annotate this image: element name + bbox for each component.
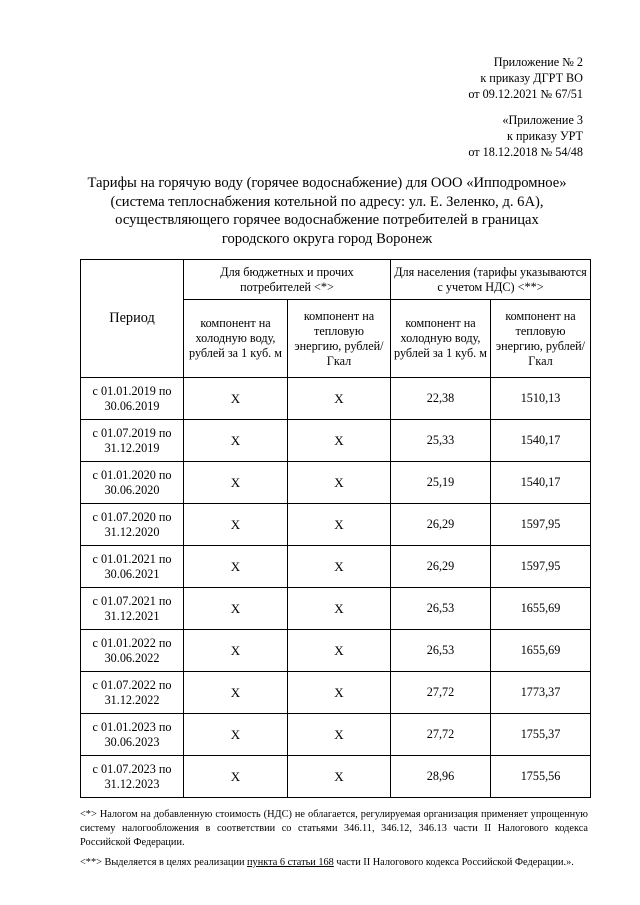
appendix-header-new	[468, 54, 583, 102]
document-title	[60, 174, 594, 248]
table-row	[81, 504, 591, 546]
period-cell: с 01.07.2022 по 31.12.2022	[81, 672, 184, 714]
title-line: Тарифы на горячую воду (горячее водоснабжение) для ООО «Ипподромное»	[87, 175, 567, 191]
title-line: городского округа город Воронеж	[221, 230, 433, 247]
budget-cold-water-cell: Х	[184, 504, 288, 546]
population-heat-energy-cell: 1540,17	[491, 420, 591, 462]
budget-heat-energy-cell: Х	[288, 588, 391, 630]
title-line: осуществляющего горячее водоснабжение потребителей в границах	[115, 212, 539, 228]
table-row	[81, 546, 591, 588]
population-heat-energy-cell: 1597,95	[491, 546, 591, 588]
appendix-line: к приказу УРТ	[507, 129, 583, 143]
budget-cold-water-cell: Х	[184, 714, 288, 756]
title-line: (система теплоснабжения котельной по адресу: ул. Е. Зеленко, д. 6А),	[110, 193, 544, 210]
period-cell: с 01.07.2020 по 31.12.2020	[81, 504, 184, 546]
budget-cold-water-cell: Х	[184, 546, 288, 588]
appendix-line: к приказу ДГРТ ВО	[480, 71, 583, 85]
population-cold-water-cell: 25,33	[391, 420, 491, 462]
budget-heat-energy-cell: Х	[288, 420, 391, 462]
budget-cold-water-cell: Х	[184, 756, 288, 798]
period-cell: с 01.07.2019 по 31.12.2019	[81, 420, 184, 462]
population-cold-water-cell: 27,72	[391, 672, 491, 714]
table-row	[81, 588, 591, 630]
budget-cold-water-header: компонент на холодную воду, рублей за 1 куб. м	[184, 300, 288, 378]
budget-heat-energy-cell: Х	[288, 714, 391, 756]
table-row	[81, 630, 591, 672]
budget-cold-water-cell: Х	[184, 462, 288, 504]
footnote-text: <**> Выделяется в целях реализации	[80, 857, 248, 868]
population-heat-energy-cell: 1655,69	[491, 588, 591, 630]
population-heat-energy-cell: 1755,56	[491, 756, 591, 798]
population-cold-water-cell: 27,72	[391, 714, 491, 756]
budget-cold-water-cell: Х	[184, 630, 288, 672]
population-cold-water-cell: 26,53	[391, 630, 491, 672]
table-row	[81, 462, 591, 504]
period-cell: с 01.01.2021 по 30.06.2021	[81, 546, 184, 588]
population-heat-energy-cell: 1773,37	[491, 672, 591, 714]
population-group-header: Для населения (тарифы указываются с учетом НДС) <**>	[391, 260, 591, 300]
period-cell: с 01.01.2022 по 30.06.2022	[81, 630, 184, 672]
population-heat-energy-cell: 1755,37	[491, 714, 591, 756]
period-header: Период	[81, 260, 184, 378]
table-row	[81, 756, 591, 798]
period-cell: с 01.01.2023 по 30.06.2023	[81, 714, 184, 756]
population-heat-energy-cell: 1597,95	[491, 504, 591, 546]
period-cell: с 01.07.2023 по 31.12.2023	[81, 756, 184, 798]
population-cold-water-cell: 25,19	[391, 462, 491, 504]
table-row	[81, 378, 591, 420]
budget-heat-energy-cell: Х	[288, 546, 391, 588]
population-cold-water-cell: 22,38	[391, 378, 491, 420]
appendix-line: от 09.12.2021 № 67/51	[468, 87, 583, 101]
population-heat-energy-cell: 1655,69	[491, 630, 591, 672]
population-cold-water-cell: 26,29	[391, 546, 491, 588]
budget-cold-water-cell: Х	[184, 672, 288, 714]
budget-heat-energy-header: компонент на тепловую энергию, рублей/Гкал	[288, 300, 391, 378]
tariff-table	[80, 259, 591, 798]
budget-group-header: Для бюджетных и прочих потребителей <*>	[184, 260, 391, 300]
population-heat-energy-cell: 1510,13	[491, 378, 591, 420]
budget-heat-energy-cell: Х	[288, 462, 391, 504]
appendix-header-old	[468, 112, 583, 160]
appendix-line: от 18.12.2018 № 54/48	[468, 145, 583, 159]
budget-heat-energy-cell: Х	[288, 378, 391, 420]
budget-heat-energy-cell: Х	[288, 756, 391, 798]
appendix-line: Приложение № 2	[493, 55, 583, 69]
population-cold-water-cell: 26,53	[391, 588, 491, 630]
population-cold-water-cell: 28,96	[391, 756, 491, 798]
budget-heat-energy-cell: Х	[288, 672, 391, 714]
population-heat-energy-cell: 1540,17	[491, 462, 591, 504]
period-cell: с 01.07.2021 по 31.12.2021	[81, 588, 184, 630]
budget-heat-energy-cell: Х	[288, 630, 391, 672]
population-cold-water-cell: 26,29	[391, 504, 491, 546]
budget-heat-energy-cell: Х	[288, 504, 391, 546]
period-cell: с 01.01.2019 по 30.06.2019	[81, 378, 184, 420]
appendix-line: «Приложение 3	[502, 113, 583, 127]
table-row	[81, 672, 591, 714]
tax-code-link[interactable]: пункта 6 статьи 168	[247, 857, 334, 868]
footnote-vat-exempt: <*> Налогом на добавленную стоимость (НДС) не облагается, регулируемая организация применяет упрощенную систему налогообложения в соответствии со статьями 346.11, 346.12, 346.13 части II Налогового кодекса Российской Федерации.	[80, 809, 588, 848]
footnote-text: части II Налогового кодекса Российской Федерации.».	[333, 857, 574, 868]
budget-cold-water-cell: Х	[184, 588, 288, 630]
table-row	[81, 714, 591, 756]
budget-cold-water-cell: Х	[184, 420, 288, 462]
budget-cold-water-cell: Х	[184, 378, 288, 420]
population-heat-energy-header: компонент на тепловую энергию, рублей/Гкал	[491, 300, 591, 378]
table-row	[81, 420, 591, 462]
footnote-vat-included	[80, 856, 588, 870]
tariff-table-body	[81, 378, 591, 798]
population-cold-water-header: компонент на холодную воду, рублей за 1 куб. м	[391, 300, 491, 378]
period-cell: с 01.01.2020 по 30.06.2020	[81, 462, 184, 504]
